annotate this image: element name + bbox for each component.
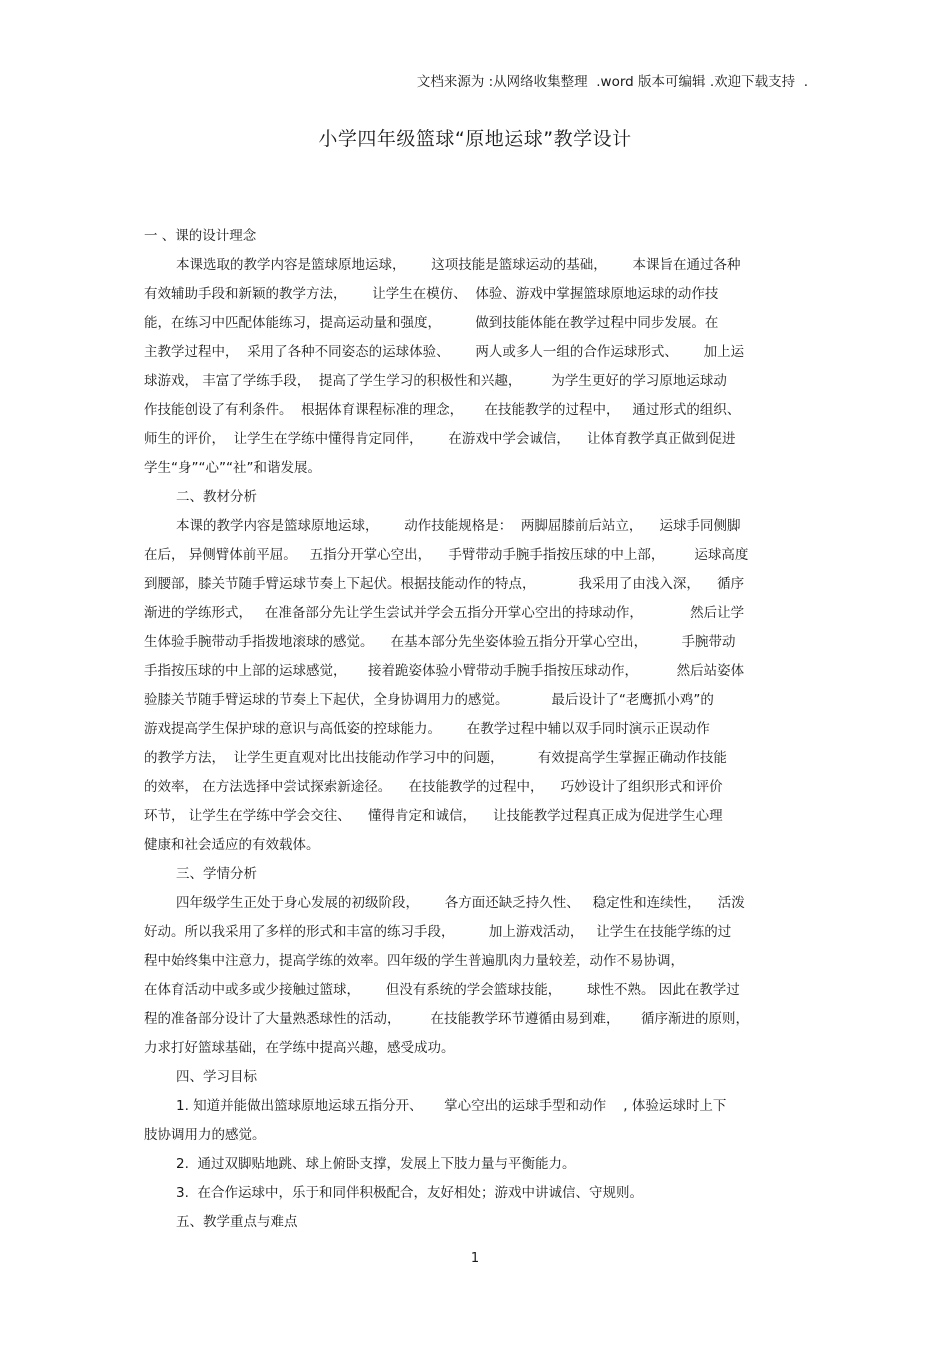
body-line: 在体育活动中或多或少接触过篮球， 但没有系统的学会篮球技能， 球性不熟。 因此在教学过 bbox=[144, 982, 740, 998]
page-header: 文档来源为 :从网络收集整理 .word 版本可编辑 .欢迎下载支持 . bbox=[416, 74, 808, 90]
body-line: 师生的评价， 让学生在学练中懂得肯定同伴， 在游戏中学会诚信， 让体育教学真正做到促进 bbox=[144, 431, 736, 447]
body-line: 验膝关节随手臂运球的节奏上下起伏，全身协调用力的感觉。 最后设计了“老鹰抓小鸡”的 bbox=[144, 692, 714, 708]
list-item: 1. 知道并能做出篮球原地运球五指分开、 掌心空出的运球手型和动作 , 体验运球时上下 bbox=[176, 1098, 727, 1114]
body-line: 有效辅助手段和新颖的教学方法， 让学生在模仿、 体验、游戏中掌握篮球原地运球的动作技 bbox=[144, 286, 719, 302]
body-line: 在后， 异侧臂体前平屈。 五指分开掌心空出， 手臂带动手腕手指按压球的中上部， 运球高度 bbox=[144, 547, 749, 563]
body-line: 的教学方法， 让学生更直观对比出技能动作学习中的问题， 有效提高学生掌握正确动作技能 bbox=[144, 750, 727, 766]
body-line: 本课的教学内容是篮球原地运球， 动作技能规格是： 两脚屈膝前后站立， 运球手同侧脚 bbox=[176, 518, 741, 534]
page-number: 1 bbox=[470, 1251, 480, 1266]
body-line: 本课选取的教学内容是篮球原地运球， 这项技能是篮球运动的基础， 本课旨在通过各种 bbox=[176, 257, 741, 273]
body-line: 作技能创设了有利条件。 根据体育课程标准的理念， 在技能教学的过程中， 通过形式的组织、 bbox=[144, 402, 741, 418]
body-line: 肢协调用力的感觉。 bbox=[144, 1127, 266, 1143]
body-line: 主教学过程中， 采用了各种不同姿态的运球体验、 两人或多人一组的合作运球形式、 加上运 bbox=[144, 344, 745, 360]
body-line: 手指按压球的中上部的运球感觉， 接着跪姿体验小臂带动手腕手指按压球动作， 然后站姿体 bbox=[144, 663, 745, 679]
list-item: 3. 在合作运球中，乐于和同伴积极配合，友好相处；游戏中讲诚信、守规则。 bbox=[176, 1185, 643, 1201]
body-line: 学生“身”“心”“社”和谐发展。 bbox=[144, 460, 321, 476]
body-line: 游戏提高学生保护球的意识与高低姿的控球能力。 在教学过程中辅以双手同时演示正误动作 bbox=[144, 721, 710, 737]
body-line: 生体验手腕带动手指拨地滚球的感觉。 在基本部分先坐姿体验五指分开掌心空出， 手腕带动 bbox=[144, 634, 736, 650]
body-line: 渐进的学练形式， 在准备部分先让学生尝试并学会五指分开掌心空出的持球动作， 然后让学 bbox=[144, 605, 745, 621]
body-line: 程的准备部分设计了大量熟悉球性的活动， 在技能教学环节遵循由易到难， 循序渐进的原则， bbox=[144, 1011, 749, 1027]
body-line: 环节， 让学生在学练中学会交往、 懂得肯定和诚信， 让技能教学过程真正成为促进学生心理 bbox=[144, 808, 723, 824]
body-line: 球游戏， 丰富了学练手段， 提高了学生学习的积极性和兴趣， 为学生更好的学习原地运球动 bbox=[144, 373, 727, 389]
section-heading-1: 一 、课的设计理念 bbox=[144, 228, 257, 244]
list-item: 2. 通过双脚贴地跳、球上俯卧支撑，发展上下肢力量与平衡能力。 bbox=[176, 1156, 576, 1172]
body-line: 力求打好篮球基础，在学练中提高兴趣，感受成功。 bbox=[144, 1040, 455, 1056]
body-line: 健康和社会适应的有效载体。 bbox=[144, 837, 320, 853]
document-body bbox=[144, 222, 806, 1237]
body-line: 到腰部，膝关节随手臂运球节奏上下起伏。根据技能动作的特点， 我采用了由浅入深， 循序 bbox=[144, 576, 745, 592]
body-line: 的效率， 在方法选择中尝试探索新途径。 在技能教学的过程中， 巧妙设计了组织形式和评价 bbox=[144, 779, 723, 795]
section-heading-4: 四、学习目标 bbox=[176, 1069, 257, 1085]
section-heading-3: 三、学情分析 bbox=[176, 866, 257, 882]
document-title: 小学四年级篮球“原地运球”教学设计 bbox=[318, 128, 632, 150]
body-line: 好动。所以我采用了多样的形式和丰富的练习手段， 加上游戏活动， 让学生在技能学练的过 bbox=[144, 924, 732, 940]
body-line: 能，在练习中匹配体能练习，提高运动量和强度， 做到技能体能在教学过程中同步发展。在 bbox=[144, 315, 719, 331]
section-heading-2: 二、教材分析 bbox=[176, 489, 257, 505]
body-line: 程中始终集中注意力，提高学练的效率。四年级的学生普遍肌肉力量较差，动作不易协调， bbox=[144, 953, 684, 969]
section-heading-5: 五、教学重点与难点 bbox=[176, 1214, 298, 1230]
body-line: 四年级学生正处于身心发展的初级阶段， 各方面还缺乏持久性、 稳定性和连续性， 活泼 bbox=[176, 895, 745, 911]
